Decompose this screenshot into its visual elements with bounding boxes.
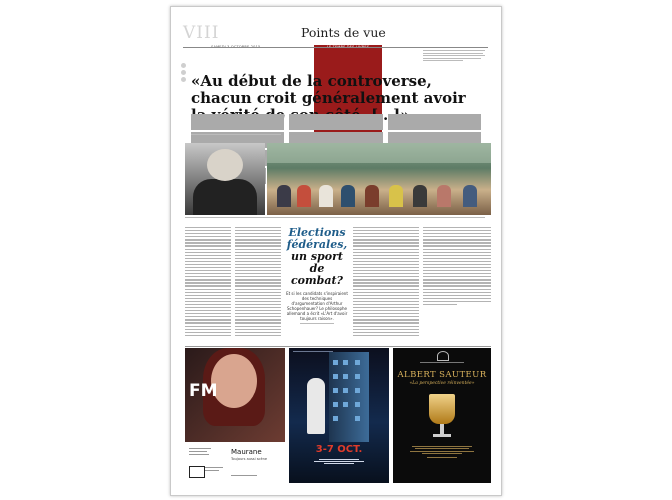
- article-columns: [185, 227, 491, 345]
- paper-label: LE TEMPS DES LIVRES: [314, 45, 382, 145]
- intro-text: [191, 114, 481, 130]
- portrait-photo: [185, 143, 265, 215]
- callout-byline: [285, 323, 349, 324]
- callout-box: [285, 227, 349, 327]
- crowd-photo: [267, 143, 491, 215]
- newspaper-page: [170, 6, 502, 496]
- ad3-artist-name: ALBERT SAUTEUR: [397, 370, 487, 380]
- ad3-emblem-icon: [437, 351, 449, 361]
- article-column-4: [423, 227, 491, 345]
- header-rule: [183, 47, 488, 48]
- page-header: [183, 23, 488, 45]
- ad2-top-text: [293, 351, 333, 354]
- ad1-subtitle: Toujours aussi scène: [231, 457, 267, 461]
- top-note-text: [423, 50, 487, 63]
- ad2-event-text: [289, 458, 389, 465]
- issue-date: SAMEDI 3 OCTOBRE 2015: [211, 45, 261, 49]
- ad-concert[interactable]: [185, 348, 285, 483]
- ad2-tower-image: [329, 352, 369, 442]
- photo-caption: [185, 217, 491, 220]
- article-column-3: [353, 227, 419, 345]
- theatre-logo-icon: [189, 466, 205, 478]
- page-number: VIII: [183, 23, 220, 43]
- ad2-dates: 3-7 OCT.: [315, 444, 363, 455]
- ad1-url: [231, 475, 257, 478]
- margin-dots: [181, 63, 187, 84]
- byline: [191, 134, 281, 137]
- section-title: Points de vue: [301, 25, 386, 40]
- article-column-1: [185, 227, 231, 345]
- ad3-info-text: [393, 444, 491, 460]
- ad3-intro-text: [393, 362, 491, 363]
- ad3-tagline: «La perspective réinventée»: [409, 381, 475, 386]
- ad-exhibition[interactable]: [393, 348, 491, 483]
- callout-title-2: un sport de combat?: [290, 250, 344, 287]
- article-column-2: [235, 227, 281, 345]
- ad1-details: [189, 448, 227, 457]
- ad3-glass-image: [429, 394, 455, 424]
- ads-divider: [185, 346, 491, 347]
- callout-blurb: Et si les candidats s'inspiraient des techniques d'argumentation d'Arthur Schopenhauer? Le philosophe allemand a écrit «L'Art d'avoir toujours raison».: [286, 291, 348, 321]
- ad1-logo-letters: FM: [189, 381, 218, 401]
- ad1-logo-text: [205, 467, 223, 473]
- ad-theatre[interactable]: [289, 348, 389, 483]
- ad2-figure: [307, 378, 325, 434]
- photo-strip: [185, 143, 491, 215]
- callout-title-1: Elections fédérales,: [286, 226, 348, 251]
- ad1-artist-name: Maurane: [231, 448, 262, 456]
- headline: «Au début de la controverse, chacun croit généralement avoir: [191, 72, 466, 107]
